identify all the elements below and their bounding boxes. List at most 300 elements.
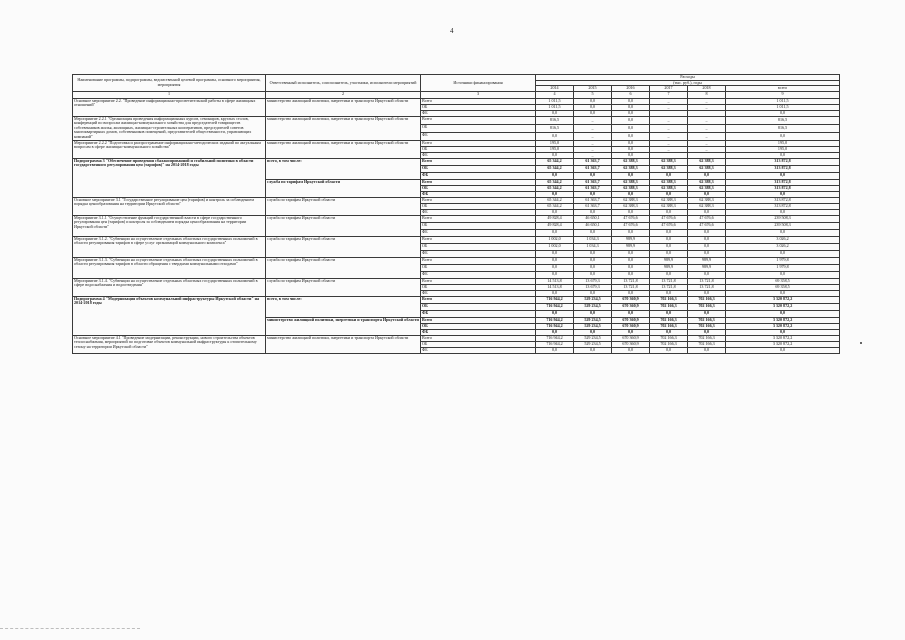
amount-cell: 816,5 [726,124,840,132]
amount-cell: 3 320 872,2 [726,323,840,329]
column-index: 9 [726,91,840,98]
column-index: 5 [574,91,612,98]
amount-cell: 989,9 [650,264,688,271]
header-total: всего [726,86,840,92]
amount-cell: 0,0 [612,140,650,146]
amount-cell: 529 234,5 [574,303,612,310]
amount-cell: 0,0 [536,329,574,335]
funding-source-cell: ФБ [421,290,536,296]
amount-cell: 0,0 [688,347,726,353]
amount-cell: 0,0 [726,271,840,278]
funding-source-cell: ОБ [421,146,536,152]
funding-source-cell: ФБ [421,250,536,257]
amount-cell: _ [650,124,688,132]
executor-cell: служба по тарифам Иркутской области [266,257,421,278]
funding-source-cell: Всего [421,317,536,323]
executor-cell: министерство жилищной политики, энергетики и транспорта Иркутской области [266,116,421,140]
header-units: (тыс. руб.), годы [536,80,840,86]
table-row [73,236,840,243]
amount-cell: 313 872,8 [726,203,840,209]
amount-cell: 62 388,3 [688,203,726,209]
amount-cell: 0,0 [726,329,840,335]
amount-cell: 1 034,3 [574,236,612,243]
amount-cell: 702 166,3 [688,323,726,329]
amount-cell: 0,0 [650,243,688,250]
amount-cell: 62 388,3 [612,165,650,172]
amount-cell: 989,9 [688,264,726,271]
amount-cell: 0,0 [688,243,726,250]
amount-cell: 0,0 [574,98,612,104]
funding-source-cell: Всего [421,215,536,222]
amount-cell: 3 320 872,2 [726,341,840,347]
header-year: 2014 [536,86,574,92]
amount-cell: 0,0 [574,172,612,179]
column-index: 7 [650,91,688,98]
amount-cell: 14 513,8 [536,284,574,290]
funding-source-cell: ОБ [421,243,536,250]
funding-source-cell: Всего [421,197,536,203]
amount-cell: 0,0 [688,236,726,243]
funding-source-cell: Всего [421,296,536,303]
amount-cell: 0,0 [612,132,650,140]
funding-source-cell: ОБ [421,203,536,209]
amount-cell: 989,9 [612,243,650,250]
amount-cell: _ [688,140,726,146]
executor-cell: служба по тарифам Иркутской области [266,236,421,257]
amount-cell: 62 388,3 [688,185,726,191]
amount-cell: 13 721,8 [612,284,650,290]
amount-cell: 0,0 [536,209,574,215]
table-row [73,158,840,165]
amount-cell: 716 944,2 [536,323,574,329]
amount-cell: 13 721,8 [688,278,726,284]
executor-cell: министерство жилищной политики, энергетики и транспорта Иркутской области [266,317,421,335]
amount-cell: 702 166,3 [688,303,726,310]
funding-source-cell: ОБ [421,222,536,229]
amount-cell: 313 872,8 [726,185,840,191]
amount-cell: 529 234,5 [574,335,612,341]
funding-source-cell: ОБ [421,264,536,271]
funding-source-cell: ОБ [421,104,536,110]
amount-cell: 716 944,2 [536,317,574,323]
amount-cell: 0,0 [650,347,688,353]
amount-cell: 0,0 [612,250,650,257]
amount-cell: 1 979,8 [726,264,840,271]
amount-cell: 65 344,2 [536,179,574,185]
amount-cell: 61 363,7 [574,179,612,185]
amount-cell: 0,0 [688,229,726,236]
program-name-cell: Основное мероприятие 3.1 "Государственное регулирование цен (тарифов) и контроль за соблюдением порядка ценообразования на территории Иркутской области" [73,197,266,215]
amount-cell: 62 388,3 [612,185,650,191]
amount-cell: 0,0 [574,250,612,257]
amount-cell: 0,0 [536,290,574,296]
amount-cell: 3 026,2 [726,243,840,250]
amount-cell: 0,0 [726,172,840,179]
amount-cell: 716 944,2 [536,296,574,303]
scan-edge-line [0,628,140,629]
amount-cell: 47 676,6 [688,215,726,222]
funding-source-cell: ОБ [421,124,536,132]
amount-cell: 195,0 [536,140,574,146]
amount-cell: 0,0 [612,116,650,124]
amount-cell: 13 721,8 [650,278,688,284]
amount-cell: 0,0 [726,250,840,257]
amount-cell: 0,0 [650,271,688,278]
funding-source-cell: ОБ [421,303,536,310]
funding-source-cell: ФБ [421,329,536,335]
amount-cell: 61 363,7 [574,185,612,191]
amount-cell: 0,0 [536,229,574,236]
column-index: 1 [73,91,266,98]
amount-cell: 195,0 [536,146,574,152]
amount-cell: 716 944,2 [536,341,574,347]
amount-cell: 0,0 [612,290,650,296]
funding-source-cell: ФБ [421,209,536,215]
executor-cell: служба по тарифам Иркутской области [266,215,421,236]
table-row [73,116,840,124]
amount-cell: 13 679,3 [574,284,612,290]
amount-cell: 0,0 [574,209,612,215]
amount-cell: 670 360,9 [612,335,650,341]
amount-cell: 0,0 [650,236,688,243]
executor-cell: министерство жилищной политики, энергетики и транспорта Иркутской области [266,335,421,353]
header-year: 2016 [612,86,650,92]
amount-cell: 0,0 [726,152,840,158]
amount-cell: 313 872,8 [726,165,840,172]
amount-cell: 0,0 [688,172,726,179]
amount-cell: 1 034,3 [574,243,612,250]
amount-cell: 0,0 [726,191,840,197]
amount-cell: 3 320 872,2 [726,296,840,303]
amount-cell: 702 166,3 [650,303,688,310]
executor-cell: всего, в том числе: [266,158,421,179]
amount-cell: 61 363,7 [574,203,612,209]
amount-cell: 1 011,5 [536,104,574,110]
amount-cell: 0,0 [536,110,574,116]
header-year: 2015 [574,86,612,92]
funding-source-cell: ФБ [421,172,536,179]
amount-cell: 702 166,3 [650,296,688,303]
funding-source-cell: ФБ [421,152,536,158]
amount-cell: 3 320 872,2 [726,317,840,323]
amount-cell: _ [574,152,612,158]
amount-cell: 716 944,2 [536,303,574,310]
amount-cell: 1 011,5 [536,98,574,104]
executor-cell: служба по тарифам Иркутской области [266,197,421,215]
amount-cell: 1 011,5 [726,104,840,110]
program-name-cell: Мероприятие 2.2.1 "Организация проведения информационных курсов, семинаров, круглых столов, конференций по вопросам жилищно-коммунального хозяйства для председателей товариществ собственников жилья, жилищных, жилищно-строительных кооперативов, председателей советов многоквартирных домов, собственников помещений, представителей общественности, управляющих компаний" [73,116,266,140]
funding-source-cell: ФБ [421,191,536,197]
funding-source-cell: ОБ [421,165,536,172]
amount-cell: 46 650,1 [574,222,612,229]
amount-cell: 702 166,3 [650,335,688,341]
amount-cell: 65 344,2 [536,197,574,203]
amount-cell: 47 676,6 [650,215,688,222]
funding-source-cell: Всего [421,179,536,185]
amount-cell: 0,0 [612,229,650,236]
amount-cell: 0,0 [726,310,840,317]
column-index-row [73,91,840,98]
amount-cell: _ [688,104,726,110]
amount-cell: 65 344,2 [536,165,574,172]
amount-cell: 195,0 [726,140,840,146]
amount-cell: 69 358,5 [726,278,840,284]
amount-cell: 702 166,3 [650,323,688,329]
amount-cell: 1 002,0 [536,236,574,243]
amount-cell: 65 344,2 [536,158,574,165]
amount-cell: 62 388,3 [688,197,726,203]
table-row [73,296,840,303]
amount-cell: 529 234,5 [574,341,612,347]
amount-cell: 989,9 [688,257,726,264]
amount-cell: 62 388,3 [688,165,726,172]
scan-mark [860,342,862,344]
amount-cell: 1 011,5 [726,98,840,104]
amount-cell: 529 234,5 [574,317,612,323]
amount-cell: 816,5 [726,116,840,124]
funding-source-cell: Всего [421,140,536,146]
amount-cell: 702 166,3 [650,317,688,323]
amount-cell: 0,0 [650,250,688,257]
amount-cell: 0,0 [536,257,574,264]
amount-cell: _ [650,146,688,152]
executor-cell: служба по тарифам Иркутской области [266,179,421,197]
amount-cell: 3 320 872,2 [726,303,840,310]
amount-cell: 670 360,9 [612,323,650,329]
funding-source-cell: Всего [421,335,536,341]
amount-cell: _ [574,124,612,132]
header-executor: Ответственный исполнитель, соисполнитель, участники, исполнители мероприятий [266,75,421,92]
amount-cell: 47 676,6 [612,222,650,229]
amount-cell: 62 388,3 [650,203,688,209]
amount-cell: 13 721,8 [688,284,726,290]
amount-cell: 816,5 [536,124,574,132]
funding-source-cell: ФБ [421,132,536,140]
amount-cell: _ [688,116,726,124]
column-index: 2 [266,91,421,98]
executor-cell: служба по тарифам Иркутской области [266,278,421,296]
amount-cell: 14 513,8 [536,278,574,284]
amount-cell: _ [574,132,612,140]
funding-source-cell: Всего [421,278,536,284]
executor-cell: всего, в том числе: [266,296,421,317]
program-name-cell: Мероприятие 3.1.3. "Субвенции на осуществление отдельных областных государственных полномочий в области регулирования тарифов в области обращения с твердыми коммунальными отходами" [73,257,266,278]
budget-table [72,74,840,354]
amount-cell: 61 363,7 [574,197,612,203]
amount-cell: _ [574,140,612,146]
amount-cell: 0,0 [650,310,688,317]
column-index: 4 [536,91,574,98]
funding-source-cell: Всего [421,257,536,264]
amount-cell: 0,0 [688,329,726,335]
amount-cell: 0,0 [612,271,650,278]
amount-cell: 3 320 872,2 [726,335,840,341]
amount-cell: _ [574,146,612,152]
budget-table-sheet [72,74,839,354]
amount-cell: 0,0 [726,209,840,215]
amount-cell: 989,9 [650,257,688,264]
program-name-cell: Основное мероприятие 4.1 "Проведение модернизации, реконструкции, нового строительства объектов теплоснабжения, мероприятий по подготовке объектов коммунальной инфраструктуры к отопительному сезону на территории Иркутской области" [73,335,266,353]
amount-cell: 0,0 [650,172,688,179]
amount-cell: 0,0 [574,310,612,317]
amount-cell: 0,0 [612,152,650,158]
amount-cell: 46 650,1 [574,215,612,222]
amount-cell: 62 388,3 [650,158,688,165]
amount-cell: 0,0 [612,124,650,132]
amount-cell: 0,0 [726,229,840,236]
amount-cell: 47 676,6 [650,222,688,229]
program-name-cell: Основное мероприятие 2.2. "Проведение информационно-просветительской работы в сфере жилищных отношений" [73,98,266,116]
amount-cell: 0,0 [726,110,840,116]
amount-cell: 0,0 [688,191,726,197]
amount-cell: _ [688,124,726,132]
amount-cell: _ [650,140,688,146]
amount-cell: 0,0 [650,229,688,236]
amount-cell: 0,0 [574,329,612,335]
amount-cell: 0,0 [612,146,650,152]
amount-cell: 313 872,8 [726,179,840,185]
amount-cell: 0,0 [536,191,574,197]
amount-cell: 702 166,3 [650,341,688,347]
amount-cell: 529 234,5 [574,323,612,329]
funding-source-cell: Всего [421,158,536,165]
amount-cell: 702 166,3 [688,335,726,341]
amount-cell: _ [688,146,726,152]
funding-source-cell: ОБ [421,185,536,191]
amount-cell: 0,0 [612,98,650,104]
amount-cell: 49 828,4 [536,222,574,229]
amount-cell: 702 166,3 [688,317,726,323]
amount-cell: 3 026,2 [726,236,840,243]
amount-cell: 62 388,3 [650,179,688,185]
funding-source-cell: Всего [421,98,536,104]
amount-cell: 716 944,2 [536,335,574,341]
amount-cell: 47 676,6 [612,215,650,222]
amount-cell: 0,0 [650,329,688,335]
amount-cell: 0,0 [574,271,612,278]
amount-cell: 0,0 [688,209,726,215]
amount-cell: _ [650,116,688,124]
header-year: 2018 [688,86,726,92]
amount-cell: _ [688,98,726,104]
amount-cell: 0,0 [536,172,574,179]
amount-cell: 195,0 [726,146,840,152]
amount-cell: 0,0 [612,104,650,110]
amount-cell: 62 388,3 [688,158,726,165]
amount-cell: 670 360,9 [612,303,650,310]
program-name-cell: Мероприятие 3.1.4. "Субвенции на осуществление отдельных областных государственных полномочий в сфере водоснабжения и водоотведения" [73,278,266,296]
amount-cell: 239 508,3 [726,215,840,222]
amount-cell: 0,0 [574,229,612,236]
amount-cell: 0,0 [726,347,840,353]
amount-cell: 0,0 [612,209,650,215]
amount-cell: 0,0 [688,310,726,317]
amount-cell: 0,0 [612,264,650,271]
amount-cell: 0,0 [574,264,612,271]
amount-cell: 670 360,9 [612,341,650,347]
program-name-cell: Подпрограмма 3 "Обеспечение проведения сбалансированной и стабильной политики в области государственного регулирования цен (тарифов)" на 2014-2018 годы [73,158,266,197]
amount-cell: 62 388,3 [612,197,650,203]
program-name-cell: Подпрограмма 4 "Модернизация объектов коммунальной инфраструктуры Иркутской области" на 2014-2018 годы [73,296,266,335]
amount-cell: 0,0 [536,347,574,353]
column-index: 6 [612,91,650,98]
funding-source-cell: Всего [421,236,536,243]
amount-cell: 62 388,3 [650,197,688,203]
amount-cell: 65 344,2 [536,203,574,209]
amount-cell: 313 872,8 [726,158,840,165]
amount-cell: 0,0 [574,347,612,353]
amount-cell: 0,0 [688,290,726,296]
amount-cell: _ [688,132,726,140]
header-expenses: Расходы [536,75,840,81]
header-name: Наименование программы, подпрограммы, ведомственной целевой программы, основного мероприятия, мероприятия [73,75,266,92]
amount-cell: 670 360,9 [612,296,650,303]
table-row [73,257,840,264]
funding-source-cell: ФБ [421,347,536,353]
executor-cell: министерство жилищной политики, энергетики и транспорта Иркутской области [266,140,421,158]
amount-cell: 0,0 [688,271,726,278]
funding-source-cell: ОБ [421,341,536,347]
table-header [73,75,840,99]
amount-cell: 0,0 [612,329,650,335]
amount-cell: 702 166,3 [688,296,726,303]
amount-cell: 1 002,0 [536,243,574,250]
amount-cell: 1 979,8 [726,257,840,264]
amount-cell: 47 676,6 [688,222,726,229]
amount-cell: 0,0 [574,257,612,264]
table-row [73,215,840,222]
amount-cell: 0,0 [726,290,840,296]
amount-cell: 0,0 [574,290,612,296]
amount-cell: 0,0 [536,264,574,271]
amount-cell: 0,0 [612,110,650,116]
amount-cell: 0,0 [574,191,612,197]
column-index: 8 [688,91,726,98]
amount-cell: 239 508,3 [726,222,840,229]
table-body [73,98,840,353]
amount-cell: 989,9 [612,236,650,243]
amount-cell: 62 388,3 [688,179,726,185]
amount-cell: 0,0 [536,152,574,158]
amount-cell: 13 721,8 [650,284,688,290]
amount-cell: 62 388,3 [612,158,650,165]
amount-cell: 13 721,8 [612,278,650,284]
funding-source-cell: ФБ [421,310,536,317]
amount-cell: 0,0 [612,257,650,264]
amount-cell: 0,0 [536,132,574,140]
amount-cell: 0,0 [650,290,688,296]
amount-cell: 69 358,5 [726,284,840,290]
amount-cell: 61 363,7 [574,158,612,165]
amount-cell: _ [650,98,688,104]
amount-cell: 0,0 [612,191,650,197]
amount-cell: 702 166,3 [688,341,726,347]
amount-cell: 62 388,3 [650,185,688,191]
funding-source-cell: ФБ [421,110,536,116]
amount-cell: 62 388,3 [612,203,650,209]
amount-cell: 0,0 [650,191,688,197]
column-index: 3 [421,91,536,98]
funding-source-cell: ОБ [421,284,536,290]
amount-cell: _ [650,132,688,140]
page-number: 4 [450,27,454,35]
amount-cell: _ [650,104,688,110]
funding-source-cell: ФБ [421,271,536,278]
amount-cell: 0,0 [536,250,574,257]
executor-cell: министерство жилищной политики, энергетики и транспорта Иркутской области [266,98,421,116]
amount-cell: 816,5 [536,116,574,124]
amount-cell: 0,0 [726,132,840,140]
